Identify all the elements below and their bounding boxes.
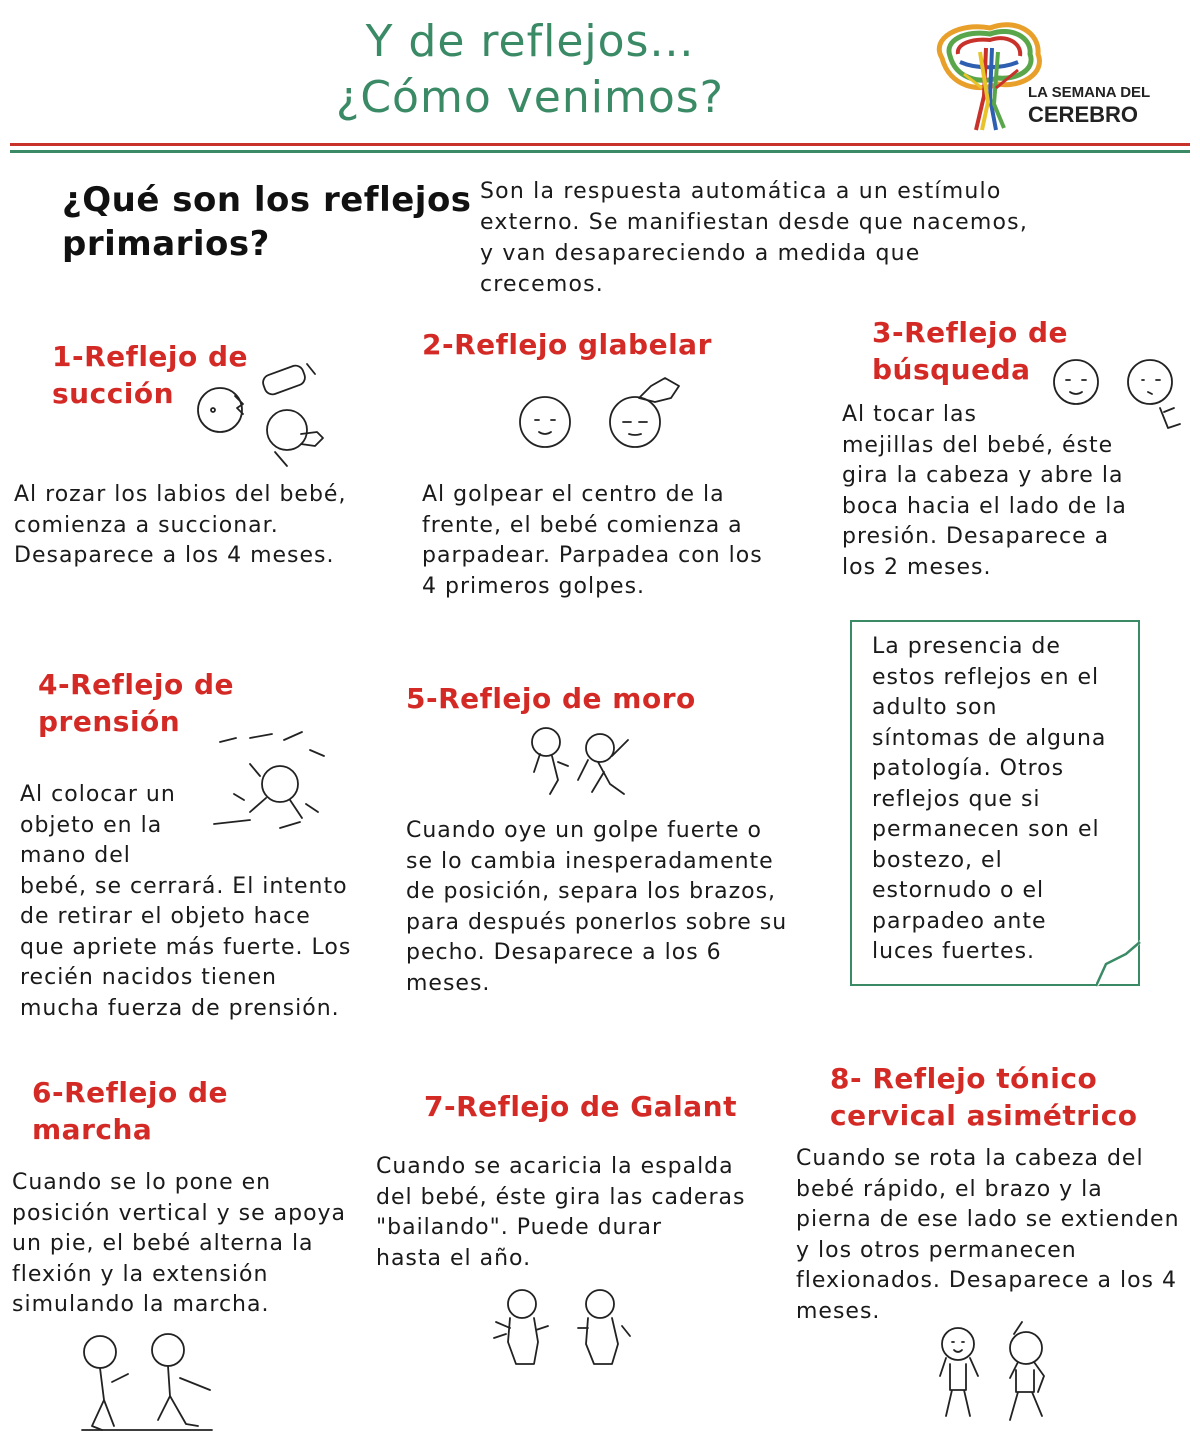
reflex-8-title-line-2: cervical asimétrico (830, 1099, 1138, 1132)
intro-question-line-2: primarios? (62, 224, 270, 264)
title-line-1: Y de reflejos... (365, 16, 695, 67)
header-rule-red (10, 143, 1190, 146)
reflex-8-title-line-1: 8- Reflejo tónico (830, 1062, 1098, 1095)
baby-forehead-tap-icon (515, 372, 695, 462)
reflex-1-title-line-1: 1-Reflejo de (52, 340, 249, 373)
reflex-6-title (32, 1074, 228, 1148)
note-text: La presencia de estos reflejos en el adulto son síntomas de alguna patología. Otros reflejos que si permanecen son el bostezo, el estornudo o el parpadeo ante luces fuertes. (872, 634, 1107, 964)
reflex-3-title (872, 314, 1068, 388)
baby-startle-icon (528, 722, 638, 802)
header-rule-green (10, 150, 1190, 153)
reflex-4-title-line-2: prensión (38, 705, 181, 738)
reflex-5-title-line-1: 5-Reflejo de moro (406, 682, 696, 715)
reflex-6-text: Cuando se lo pone en posición vertical y se apoya un pie, el bebé alterna la flexión y la extensión simulando la marcha. (12, 1170, 347, 1317)
reflex-8-title (830, 1060, 1138, 1134)
page-title (250, 14, 810, 126)
baby-sucking-bottle-icon (195, 360, 355, 470)
logo-line-2: CEREBRO (1028, 102, 1139, 127)
reflex-2-title (422, 326, 712, 363)
reflex-2-text: Al golpear el centro de la frente, el bebé comienza a parpadear. Parpadea con los 4 primeros golpes. (422, 482, 763, 599)
logo (920, 18, 1160, 138)
intro-question-line-1: ¿Qué son los reflejos (62, 180, 472, 220)
reflex-5-title (406, 680, 696, 717)
reflex-7-title-line-1: 7-Reflejo de Galant (424, 1090, 737, 1123)
baby-stepping-icon (72, 1330, 222, 1435)
reflex-1-title-line-2: succión (52, 377, 175, 410)
reflex-2-title-line-1: 2-Reflejo glabelar (422, 328, 712, 361)
reflex-3-text: Al tocar las mejillas del bebé, éste gira la cabeza y abre la boca hacia el lado de la presión. Desaparece a los 2 meses. (842, 402, 1127, 580)
reflex-6-title-line-1: 6-Reflejo de (32, 1076, 229, 1109)
reflex-1-text: Al rozar los labios del bebé, comienza a succionar. Desaparece a los 4 meses. (14, 482, 347, 568)
reflex-7-text: Cuando se acaricia la espalda del bebé, éste gira las caderas "bailando". Puede durar hasta el año. (376, 1154, 746, 1271)
reflex-3-title-line-2: búsqueda (872, 353, 1031, 386)
title-line-2: ¿Cómo venimos? (335, 72, 725, 123)
baby-fencing-posture-icon (930, 1320, 1060, 1432)
logo-line-1: LA SEMANA DEL (1028, 84, 1151, 101)
reflex-8-text: Cuando se rota la cabeza del bebé rápido, el brazo y la pierna de ese lado se extienden y los otros permanecen flexionados. Desaparece a los 4 meses. (796, 1146, 1180, 1324)
intro-answer: Son la respuesta automática a un estímulo externo. Se manifiestan desde que nacemos, y van desapareciendo a medida que crecemos. (480, 179, 1029, 297)
reflex-3-title-line-1: 3-Reflejo de (872, 316, 1069, 349)
reflex-6-title-line-2: marcha (32, 1113, 153, 1146)
reflex-5-text: Cuando oye un golpe fuerte o se lo cambia inesperadamente de posición, separa los brazos, para después ponerlos sobre su pecho. Desaparece a los 6 meses. (406, 818, 788, 996)
reflex-4-text: Al colocar un objeto en la mano del bebé, se cerrará. El intento de retirar el objeto hace que apriete más fuerte. Los recién nacidos tienen mucha fuerza de prensión. (20, 782, 352, 1021)
reflex-4-title-line-1: 4-Reflejo de (38, 668, 235, 701)
baby-back-stroke-icon (490, 1288, 640, 1378)
reflex-4-title (38, 666, 234, 740)
reflex-7-title (424, 1088, 737, 1125)
intro-question (62, 178, 472, 266)
